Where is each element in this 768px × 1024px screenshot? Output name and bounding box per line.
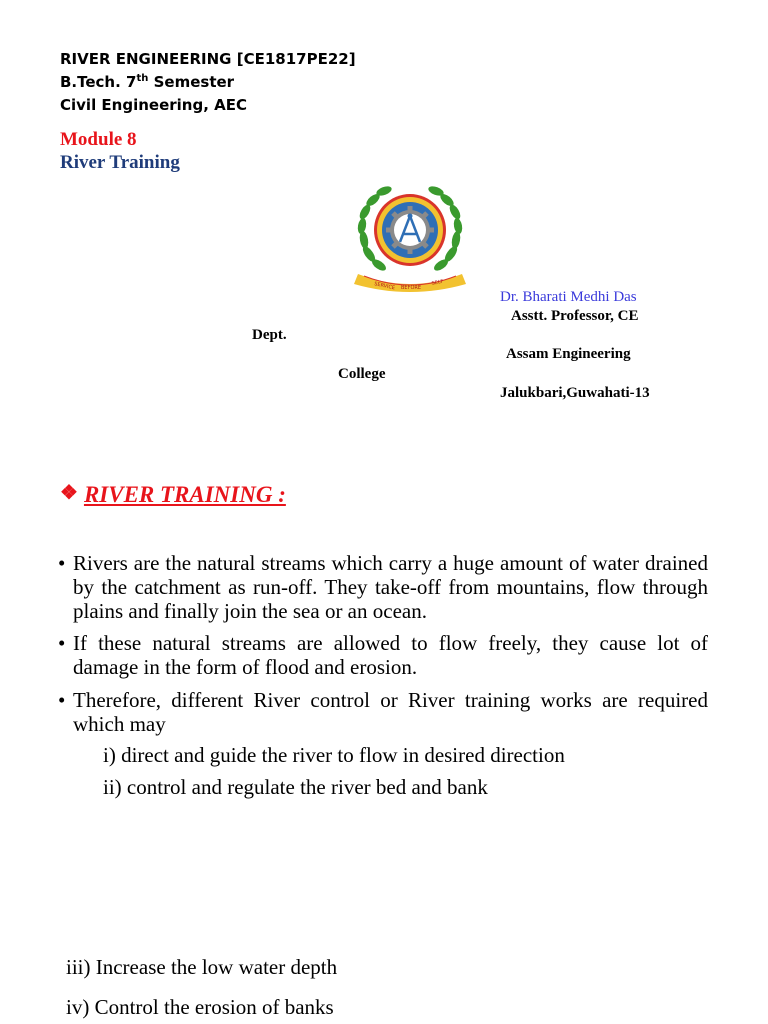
bullet-item: [58, 551, 708, 623]
motto-word-3: SELF: [431, 278, 445, 287]
module-title: River Training: [60, 152, 180, 173]
section-title-text: RIVER TRAINING :: [83, 482, 286, 507]
motto-word-2: BEFORE: [401, 285, 422, 291]
bullet-item: [58, 631, 708, 679]
bullet-text: Therefore, different River control or River training works are required which may: [73, 688, 708, 736]
module-number: Module 8: [60, 129, 137, 150]
section-title: [60, 482, 286, 508]
college-emblem-graphic: [350, 182, 470, 292]
program-prefix: B.Tech. 7: [60, 73, 137, 91]
author-dept: Dept.: [252, 327, 287, 343]
list-item: ii) control and regulate the river bed and bank: [103, 775, 488, 799]
author-address: Jalukbari,Guwahati-13: [500, 385, 650, 401]
bullet-text: If these natural streams are allowed to flow freely, they cause lot of damage in the form of flood and erosion.: [73, 631, 708, 679]
program-sup: th: [136, 73, 149, 84]
bullet-dot-icon: •: [58, 551, 66, 575]
motto-word-1: SERVICE: [373, 281, 396, 292]
course-title: RIVER ENGINEERING [CE1817PE22]: [60, 50, 356, 68]
bullet-text: Rivers are the natural streams which carry a huge amount of water drained by the catchment as run-off. They take-off from mountains, flow through plains and finally join the sea or an ocean.: [73, 551, 708, 623]
author-college-part1: Assam Engineering: [506, 346, 631, 362]
program-suffix: Semester: [148, 73, 235, 91]
list-item: iv) Control the erosion of banks: [66, 995, 334, 1019]
list-item: i) direct and guide the river to flow in desired direction: [103, 743, 565, 767]
bullet-dot-icon: •: [58, 688, 66, 712]
list-item: iii) Increase the low water depth: [66, 955, 338, 979]
program-line: [60, 73, 234, 91]
author-name: Dr. Bharati Medhi Das: [500, 289, 637, 305]
author-college-part2: College: [338, 366, 386, 382]
author-designation: Asstt. Professor, CE: [511, 308, 639, 324]
college-emblem: [350, 182, 470, 292]
department-line: Civil Engineering, AEC: [60, 96, 248, 114]
bullet-item: [58, 688, 708, 736]
diamond-bullet-icon: ❖: [60, 482, 78, 504]
bullet-dot-icon: •: [58, 631, 66, 655]
